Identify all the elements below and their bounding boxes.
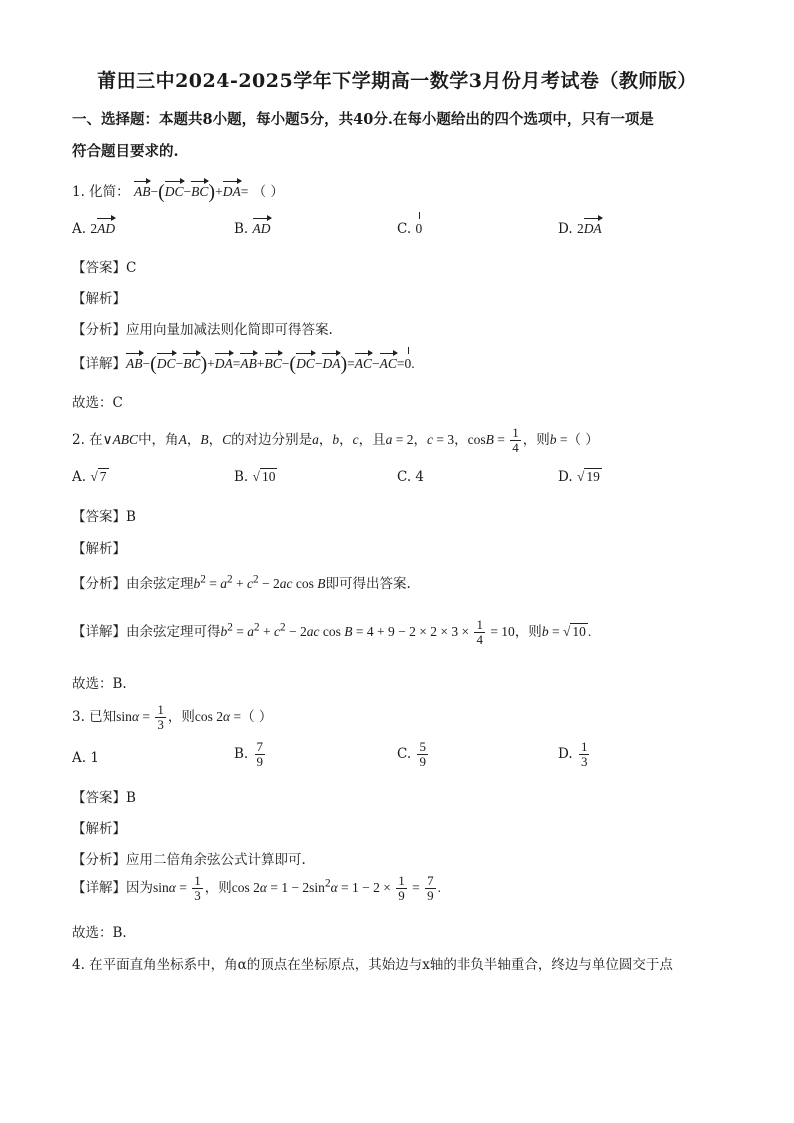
q3-fenxi: 【分析】应用二倍角余弦公式计算即可. (72, 852, 306, 868)
q1-analysis-heading: 【解析】 (72, 291, 126, 307)
q1-stem: 1. 化简： AB−(DC−BC)+DA= （ ） (72, 181, 284, 203)
q2-analysis-heading: 【解析】 (72, 541, 126, 557)
q2-answer: 【答案】B (72, 509, 136, 525)
q1-option-c: C. 0 (397, 221, 423, 237)
q3-option-b: B. $\frac{7}{9}$ (234, 739, 264, 769)
q1-answer: 【答案】C (72, 260, 137, 276)
q3-option-d: D. $\frac{1}{3}$ (558, 739, 588, 769)
section-heading-line2: 符合题目要求的. (72, 143, 179, 160)
q1-blank: （ ） (252, 184, 284, 200)
q2-option-c: C. 4 (397, 469, 425, 485)
q1-choose: 故选：C (72, 395, 123, 411)
q2-choose: 故选：B. (72, 676, 127, 692)
q4-stem: 4. 在平面直角坐标系中，角α的顶点在坐标原点，其始边与x轴的非负半轴重合，终边与单位圆交于点 (72, 957, 673, 973)
q3-stem: 3. 已知sinα = $\frac{1}{3}$ ，则cos 2α =（ ） (72, 702, 273, 732)
q1-number: 1. 化简： (72, 184, 130, 200)
section-heading-line1: 一、选择题：本题共8小题，每小题5分，共40分.在每小题给出的四个选项中，只有一项是 (72, 111, 654, 128)
q3-option-a: A. 1 (72, 750, 99, 766)
q3-option-c: C. $\frac{5}{9}$ (397, 739, 426, 769)
q1-xiangjie: 【详解】AB−(DC−BC)+DA=AB+BC−(DC−DA)=AC−AC=0. (72, 353, 415, 375)
q2-fenxi: 【分析】由余弦定理$b^2 = a^2 + c^2 - 2ac$ cos B即可得出答案. (72, 573, 411, 592)
q1-option-a: A. 2AD (72, 221, 116, 237)
q1-option-d: D. 2DA (558, 221, 602, 237)
q3-answer: 【答案】B (72, 790, 136, 806)
q3-choose: 故选：B. (72, 925, 127, 941)
q1-option-b: B. AD (234, 221, 271, 237)
page-title: 莆田三中2024-2025学年下学期高一数学3月份月考试卷（教师版） (97, 70, 697, 92)
q2-option-a: A. √ 7 (72, 469, 107, 485)
q2-option-b: B. √ 10 (234, 469, 276, 485)
q3-analysis-heading: 【解析】 (72, 821, 126, 837)
q2-xiangjie: 【详解】由余弦定理可得$b^2 = a^2 + c^2 - 2ac$ cos B = 4 + 9 − 2 × 2 × 3 × $\frac{1}{4}$ = 10，则b = √ 10 . (72, 617, 592, 647)
q2-stem: 2. 在∨ABC中，角A，B，C的对边分别是a，b，c，且a = 2，c = 3，cosB = $\frac{1}{4}$ ，则b =（ ） (72, 425, 599, 455)
q1-fenxi: 【分析】应用向量加减法则化简即可得答案. (72, 322, 333, 338)
q2-option-d: D. √ 19 (558, 469, 600, 485)
q3-xiangjie: 【详解】因为sinα = $\frac{1}{3}$ ，则$\cos 2\alpha = 1 - 2\sin^2\alpha = 1 - 2$ × $\frac{1}{9}$ = $\frac{7}{9}$ . (72, 873, 441, 903)
